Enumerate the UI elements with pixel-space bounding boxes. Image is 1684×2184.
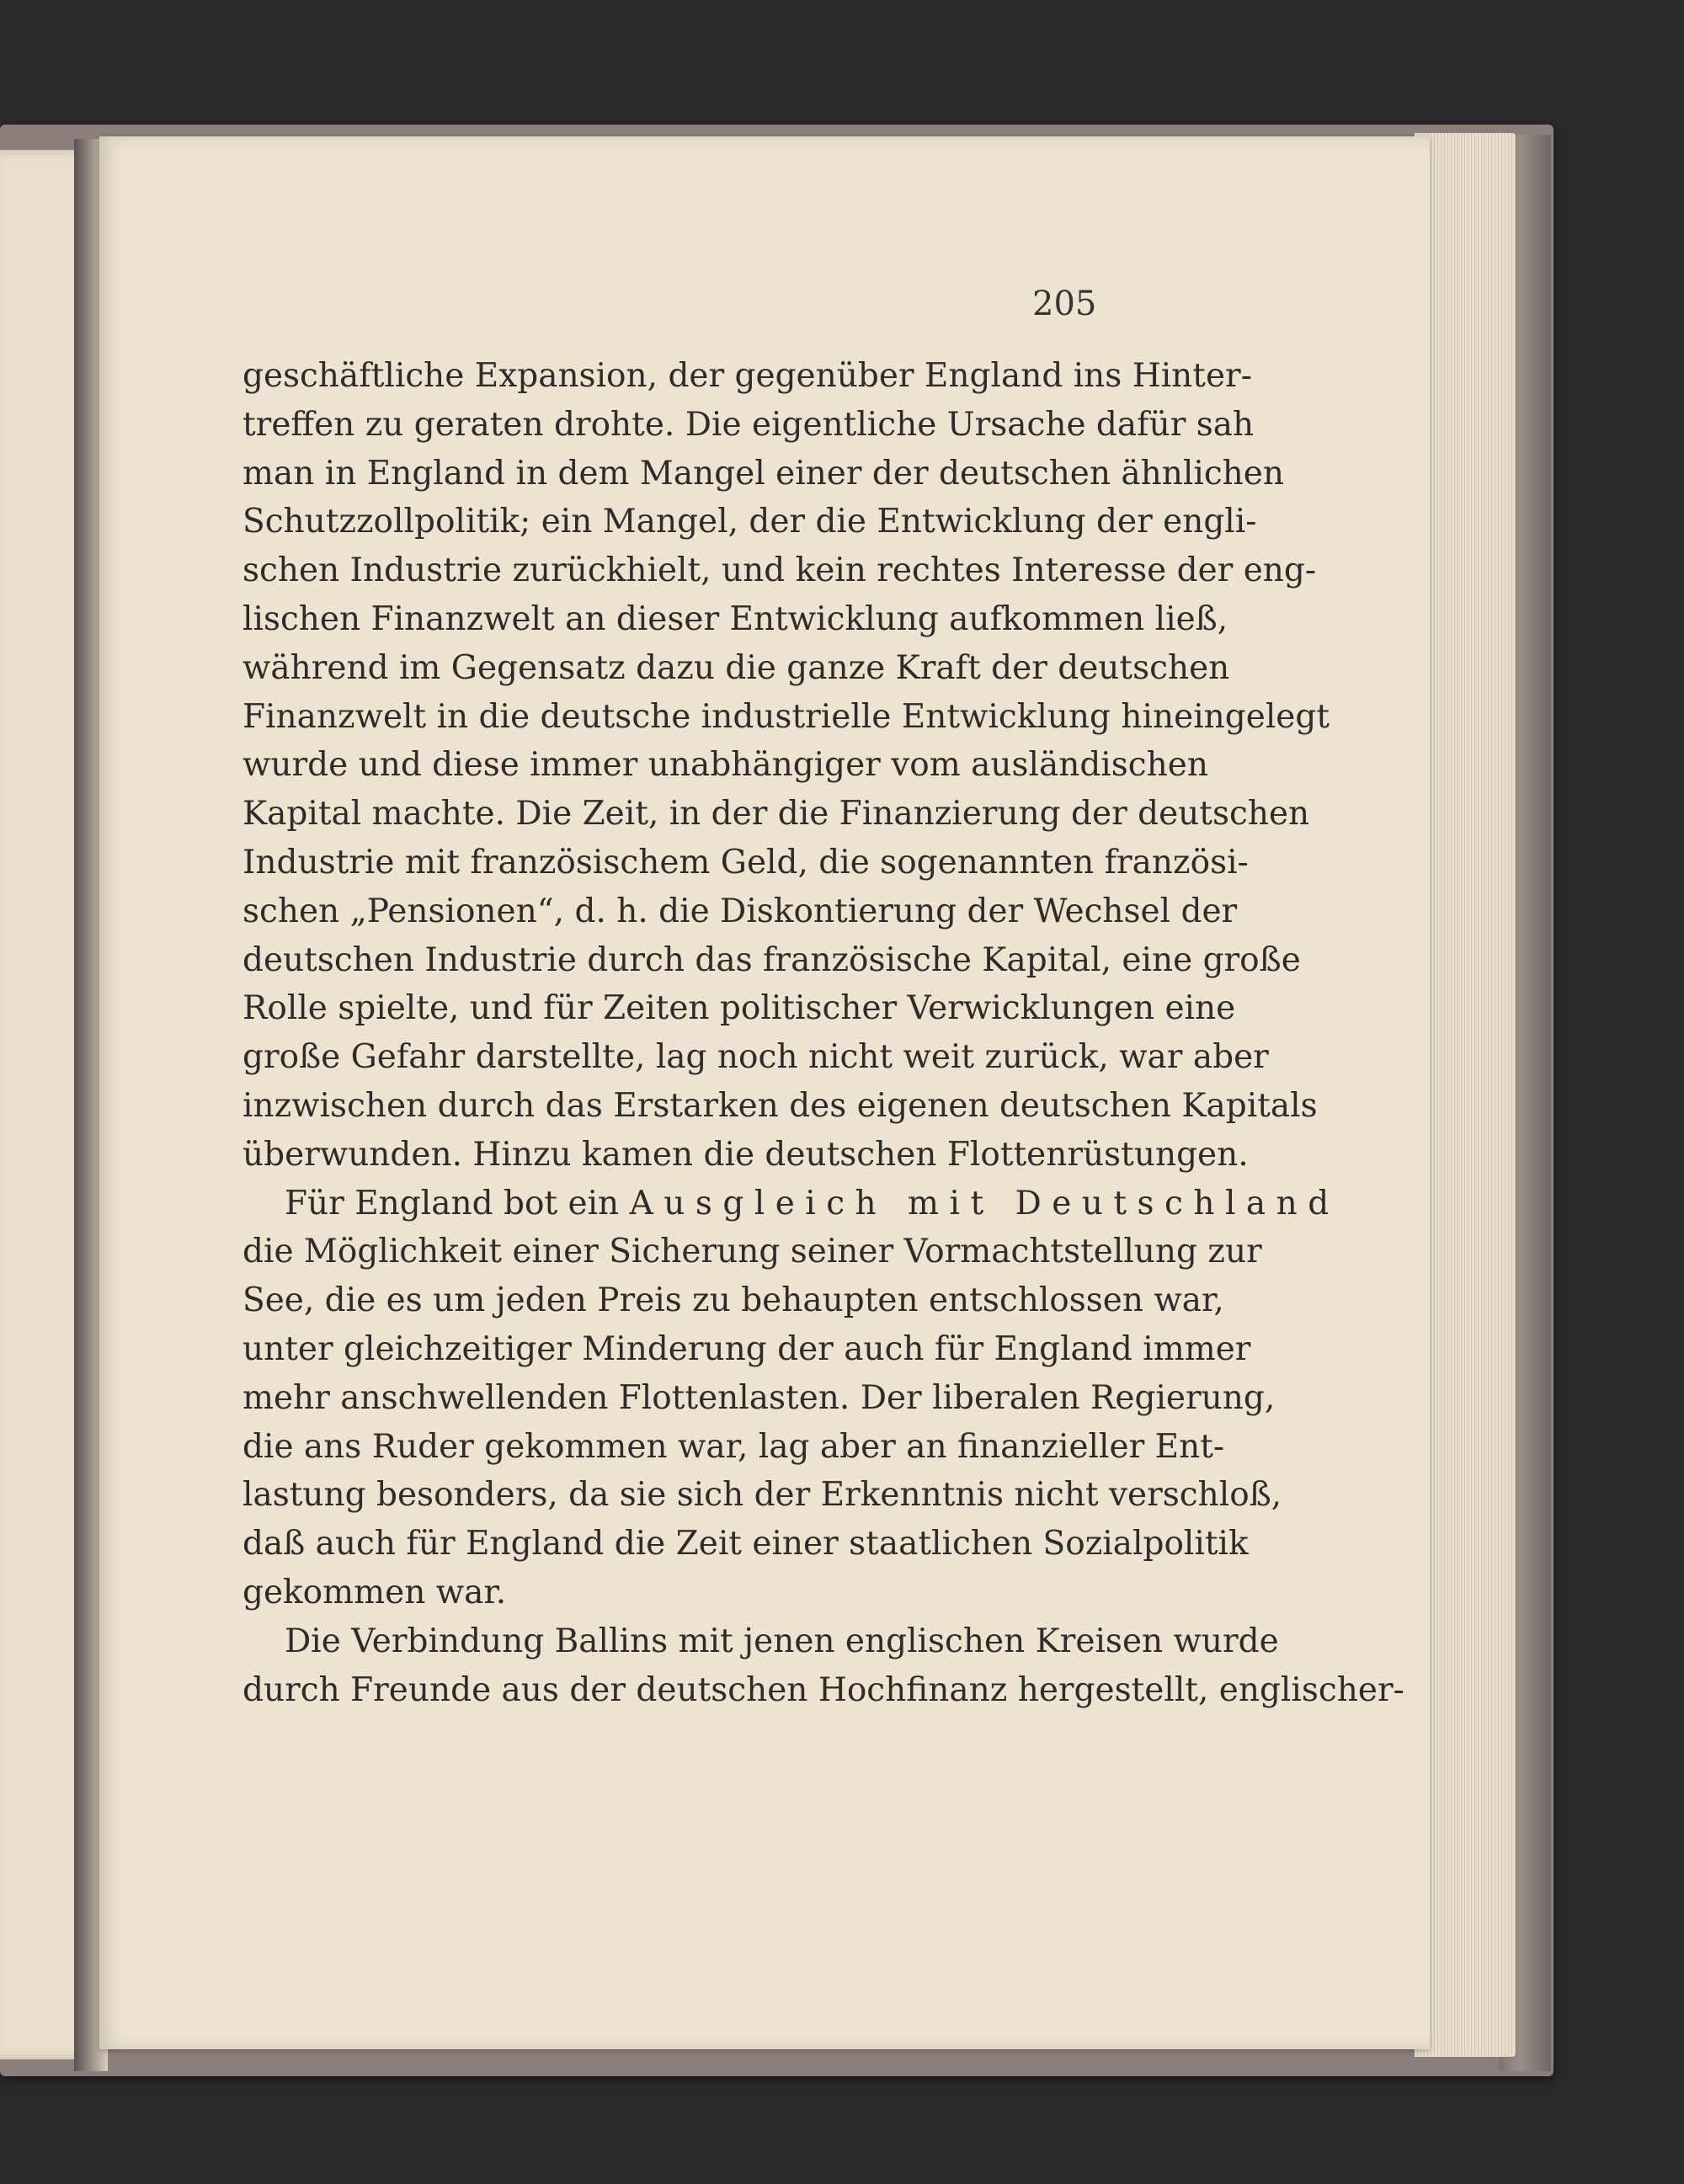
text-line: Rolle spielte, und für Zeiten politischer Verwicklungen eine (242, 989, 1236, 1028)
body-text (242, 352, 1404, 1714)
text-line: Industrie mit französischem Geld, die sogenannten französi- (242, 843, 1249, 882)
spaced-emphasis: Ausgleich mit Deutschland (629, 1184, 1340, 1223)
text-line: gekommen war. (242, 1573, 507, 1611)
text-line: geschäftliche Expansion, der gegenüber England ins Hinter- (242, 357, 1252, 395)
text-line: die ans Ruder gekommen war, lag aber an finanzieller Ent- (242, 1427, 1225, 1466)
text-line: schen „Pensionen“, d. h. die Diskontierung der Wechsel der (242, 892, 1238, 930)
text-line: wurde und diese immer unabhängiger vom ausländischen (242, 746, 1208, 785)
text-line: die Möglichkeit einer Sicherung seiner Vormachtstellung zur (242, 1233, 1262, 1271)
text-line: lastung besonders, da sie sich der Erkenntnis nicht verschloß, (242, 1476, 1282, 1515)
text-line: schen Industrie zurückhielt, und kein rechtes Interesse der eng- (242, 551, 1317, 590)
text-line: Schutzzollpolitik; ein Mangel, der die Entwicklung der engli- (242, 503, 1257, 541)
text-line: See, die es um jeden Preis zu behaupten entschlossen war, (242, 1281, 1224, 1320)
text-line: treffen zu geraten drohte. Die eigentliche Ursache dafür sah (242, 405, 1255, 444)
text-segment: Für England bot ein (285, 1184, 620, 1223)
page-block-edges (1415, 133, 1516, 2057)
text-line: während im Gegensatz dazu die ganze Kraft der deutschen (242, 648, 1230, 687)
text-line: überwunden. Hinzu kamen die deutschen Flottenrüstungen. (242, 1135, 1249, 1174)
text-line: deutschen Industrie durch das französische Kapital, eine große (242, 940, 1301, 979)
text-line: man in England in dem Mangel einer der deutschen ähnlichen (242, 454, 1284, 493)
text-line (242, 1180, 1340, 1228)
text-line: Finanzwelt in die deutsche industrielle Entwicklung hineingelegt (242, 697, 1330, 736)
text-line: mehr anschwellenden Flottenlasten. Der liberalen Regierung, (242, 1378, 1276, 1417)
text-line: große Gefahr darstellte, lag noch nicht weit zurück, war aber (242, 1038, 1269, 1077)
text-line: durch Freunde aus der deutschen Hochfinanz hergestellt, englischer- (242, 1670, 1404, 1709)
page-number: 205 (1032, 285, 1097, 323)
text-line: daß auch für England die Zeit einer staatlichen Sozialpolitik (242, 1525, 1249, 1563)
text-line: Kapital machte. Die Zeit, in der die Finanzierung der deutschen (242, 795, 1310, 834)
text-line: Die Verbindung Ballins mit jenen englischen Kreisen wurde (285, 1622, 1279, 1660)
text-line: unter gleichzeitiger Minderung der auch für England immer (242, 1329, 1251, 1368)
text-line: inzwischen durch das Erstarken des eigenen deutschen Kapitals (242, 1086, 1318, 1125)
text-line: lischen Finanzwelt an dieser Entwicklung aufkommen ließ, (242, 599, 1228, 638)
